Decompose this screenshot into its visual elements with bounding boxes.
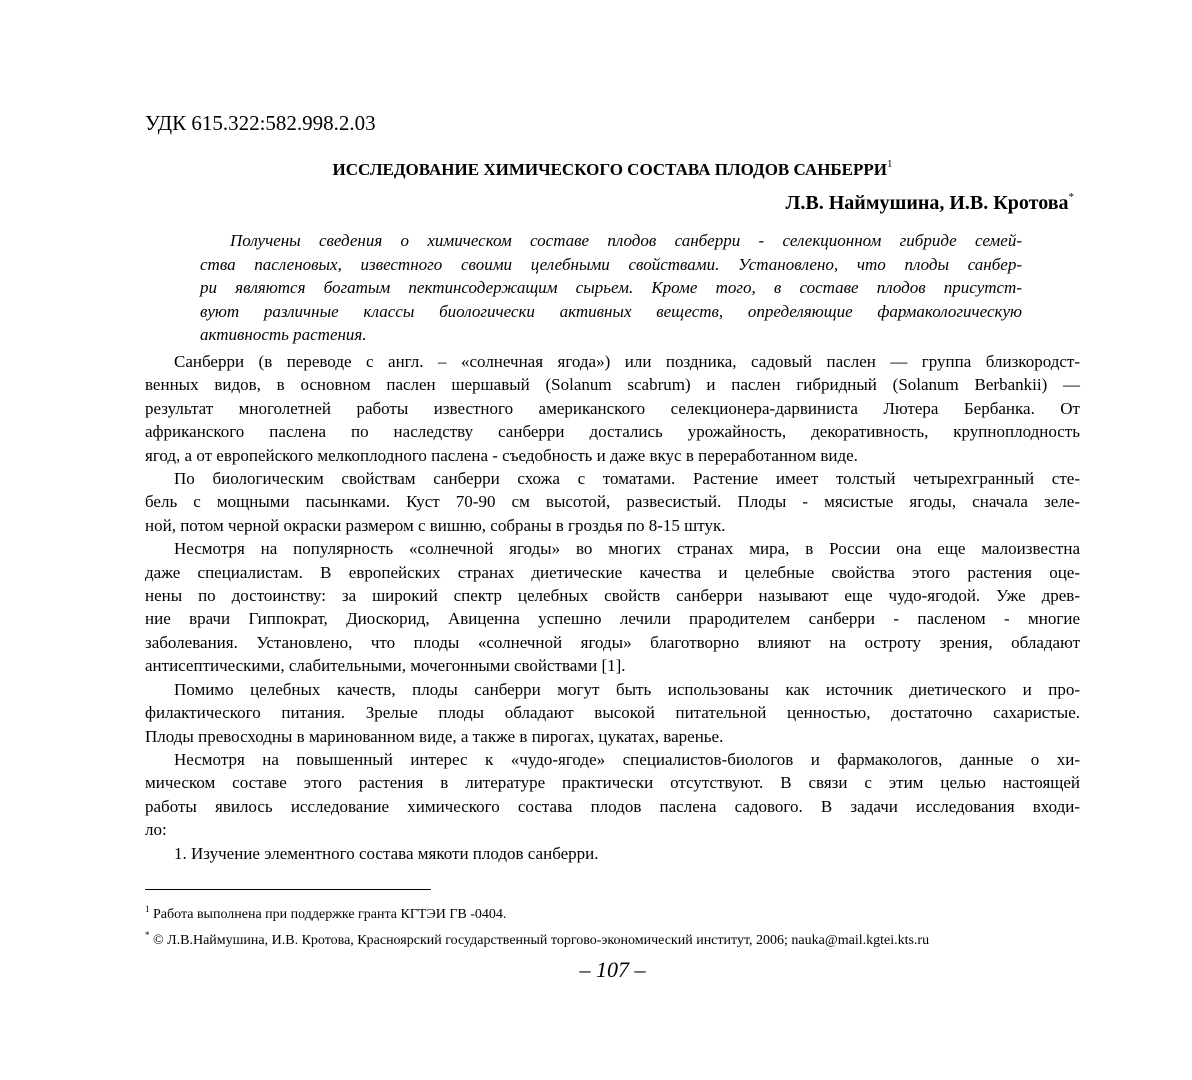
paragraph-line: бель с мощными пасынками. Куст 70-90 см высотой, развесистый. Плоды - мясистые ягоды, сначала зеле-	[145, 492, 1080, 512]
list-item: 1. Изучение элементного состава мякоти плодов санберри.	[174, 843, 599, 863]
paragraph-line: мическом составе этого растения в литературе практически отсутствуют. В связи с этим целью настоящей	[145, 773, 1080, 793]
paragraph-line: даже специалистам. В европейских странах диетические качества и целебные свойства этого растения оце-	[145, 562, 1080, 582]
paragraph-line: По биологическим свойствам санберри схожа с томатами. Растение имеет толстый четырехгранный сте-	[174, 469, 1080, 489]
abstract	[200, 229, 1022, 347]
paragraph-line: Помимо целебных качеств, плоды санберри могут быть использованы как источник диетического и про-	[174, 679, 1080, 699]
paragraph-line: Санберри (в переводе с англ. – «солнечная ягода») или поздника, садовый паслен — группа близкородст-	[174, 352, 1080, 371]
footnotes	[145, 899, 929, 951]
footnote-text: © Л.В.Наймушина, И.В. Кротова, Красноярский государственный торгово-экономический институт, 2006; nauka@mail.kgtei.kts.ru	[153, 933, 930, 948]
paragraph	[145, 748, 1080, 842]
footnote-divider	[145, 889, 431, 890]
paragraph	[145, 467, 1080, 537]
article-title-text: ИССЛЕДОВАНИЕ ХИМИЧЕСКОГО СОСТАВА ПЛОДОВ САНБЕРРИ	[332, 160, 888, 179]
paragraph-line: Несмотря на повышенный интерес к «чудо-ягоде» специалистов-биологов и фармакологов, данные о хи-	[174, 749, 1080, 769]
paragraph-line: работы явилось исследование химического состава плодов паслена садового. В задачи исследования входи-	[145, 796, 1080, 816]
paragraph	[145, 678, 1080, 748]
authors-footnote-mark: *	[1068, 191, 1074, 203]
footnote	[145, 925, 929, 951]
footnote-mark: *	[145, 930, 150, 940]
footnote-text: Работа выполнена при поддержке гранта КГТЭИ ГВ -0404.	[153, 907, 507, 922]
paragraph-line: нены по достоинству: за широкий спектр целебных свойств санберри называют еще чудо-ягодой. Уже древ-	[145, 586, 1080, 606]
paragraph-line: венных видов, в основном паслен шершавый (Solanum scabrum) и паслен гибридный (Solanum Berbankii) —	[145, 375, 1080, 395]
paragraph-line: ние врачи Гиппократ, Диоскорид, Авиценна успешно лечили прародителем санберри - пасленом - многие	[145, 609, 1080, 629]
paragraph	[145, 350, 1080, 467]
abstract-line: вуют различные классы биологически активных веществ, определяющие фармакологическую	[200, 301, 1022, 321]
abstract-line: ства пасленовых, известного своими целебными свойствами. Установлено, что плоды санбер-	[200, 254, 1022, 274]
paragraph-line: антисептическими, слабительными, мочегонными свойствами [1].	[145, 656, 626, 676]
abstract-line: Получены сведения о химическом составе плодов санберри - селекционном гибриде семей-	[230, 231, 1022, 250]
paragraph-line: африканского паслена по наследству санберри достались урожайность, декоративность, крупноплодность	[145, 422, 1080, 442]
authors-text: Л.В. Наймушина, И.В. Кротова	[785, 192, 1069, 214]
footnote	[145, 899, 929, 925]
paragraph	[145, 537, 1080, 677]
title-footnote-mark: 1	[887, 158, 893, 170]
footnote-mark: 1	[145, 904, 150, 914]
page-number: – 107 –	[579, 957, 646, 982]
paragraph-line: Несмотря на популярность «солнечной ягоды» во многих странах мира, в России она еще малоизвестна	[174, 539, 1080, 559]
article-title	[145, 158, 1080, 180]
authors	[786, 191, 1075, 215]
paragraph-line: Плоды превосходны в маринованном виде, а также в пирогах, цукатах, варенье.	[145, 726, 724, 746]
paragraph-line: филактического питания. Зрелые плоды обладают высокой питательной ценностью, достаточно сахаристые.	[145, 703, 1080, 723]
paragraph-line: результат многолетней работы известного американского селекционера-дарвиниста Лютера Бербанка. От	[145, 398, 1080, 418]
paragraph-line: ягод, а от европейского мелкоплодного паслена - съедобность и даже вкус в переработанном виде.	[145, 445, 858, 465]
body-text	[145, 350, 1080, 865]
abstract-line: активность растения.	[200, 325, 367, 345]
paragraph-line: заболевания. Установлено, что плоды «солнечной ягоды» благотворно влияют на остроту зрения, обладают	[145, 632, 1080, 652]
paragraph-line: ной, потом черной окраски размером с вишню, собраны в гроздья по 8-15 штук.	[145, 515, 726, 535]
udk-code: УДК 615.322:582.998.2.03	[145, 111, 376, 135]
paragraph-line: ло:	[145, 820, 167, 840]
abstract-line: ри являются богатым пектинсодержащим сырьем. Кроме того, в составе плодов присутст-	[200, 278, 1022, 298]
